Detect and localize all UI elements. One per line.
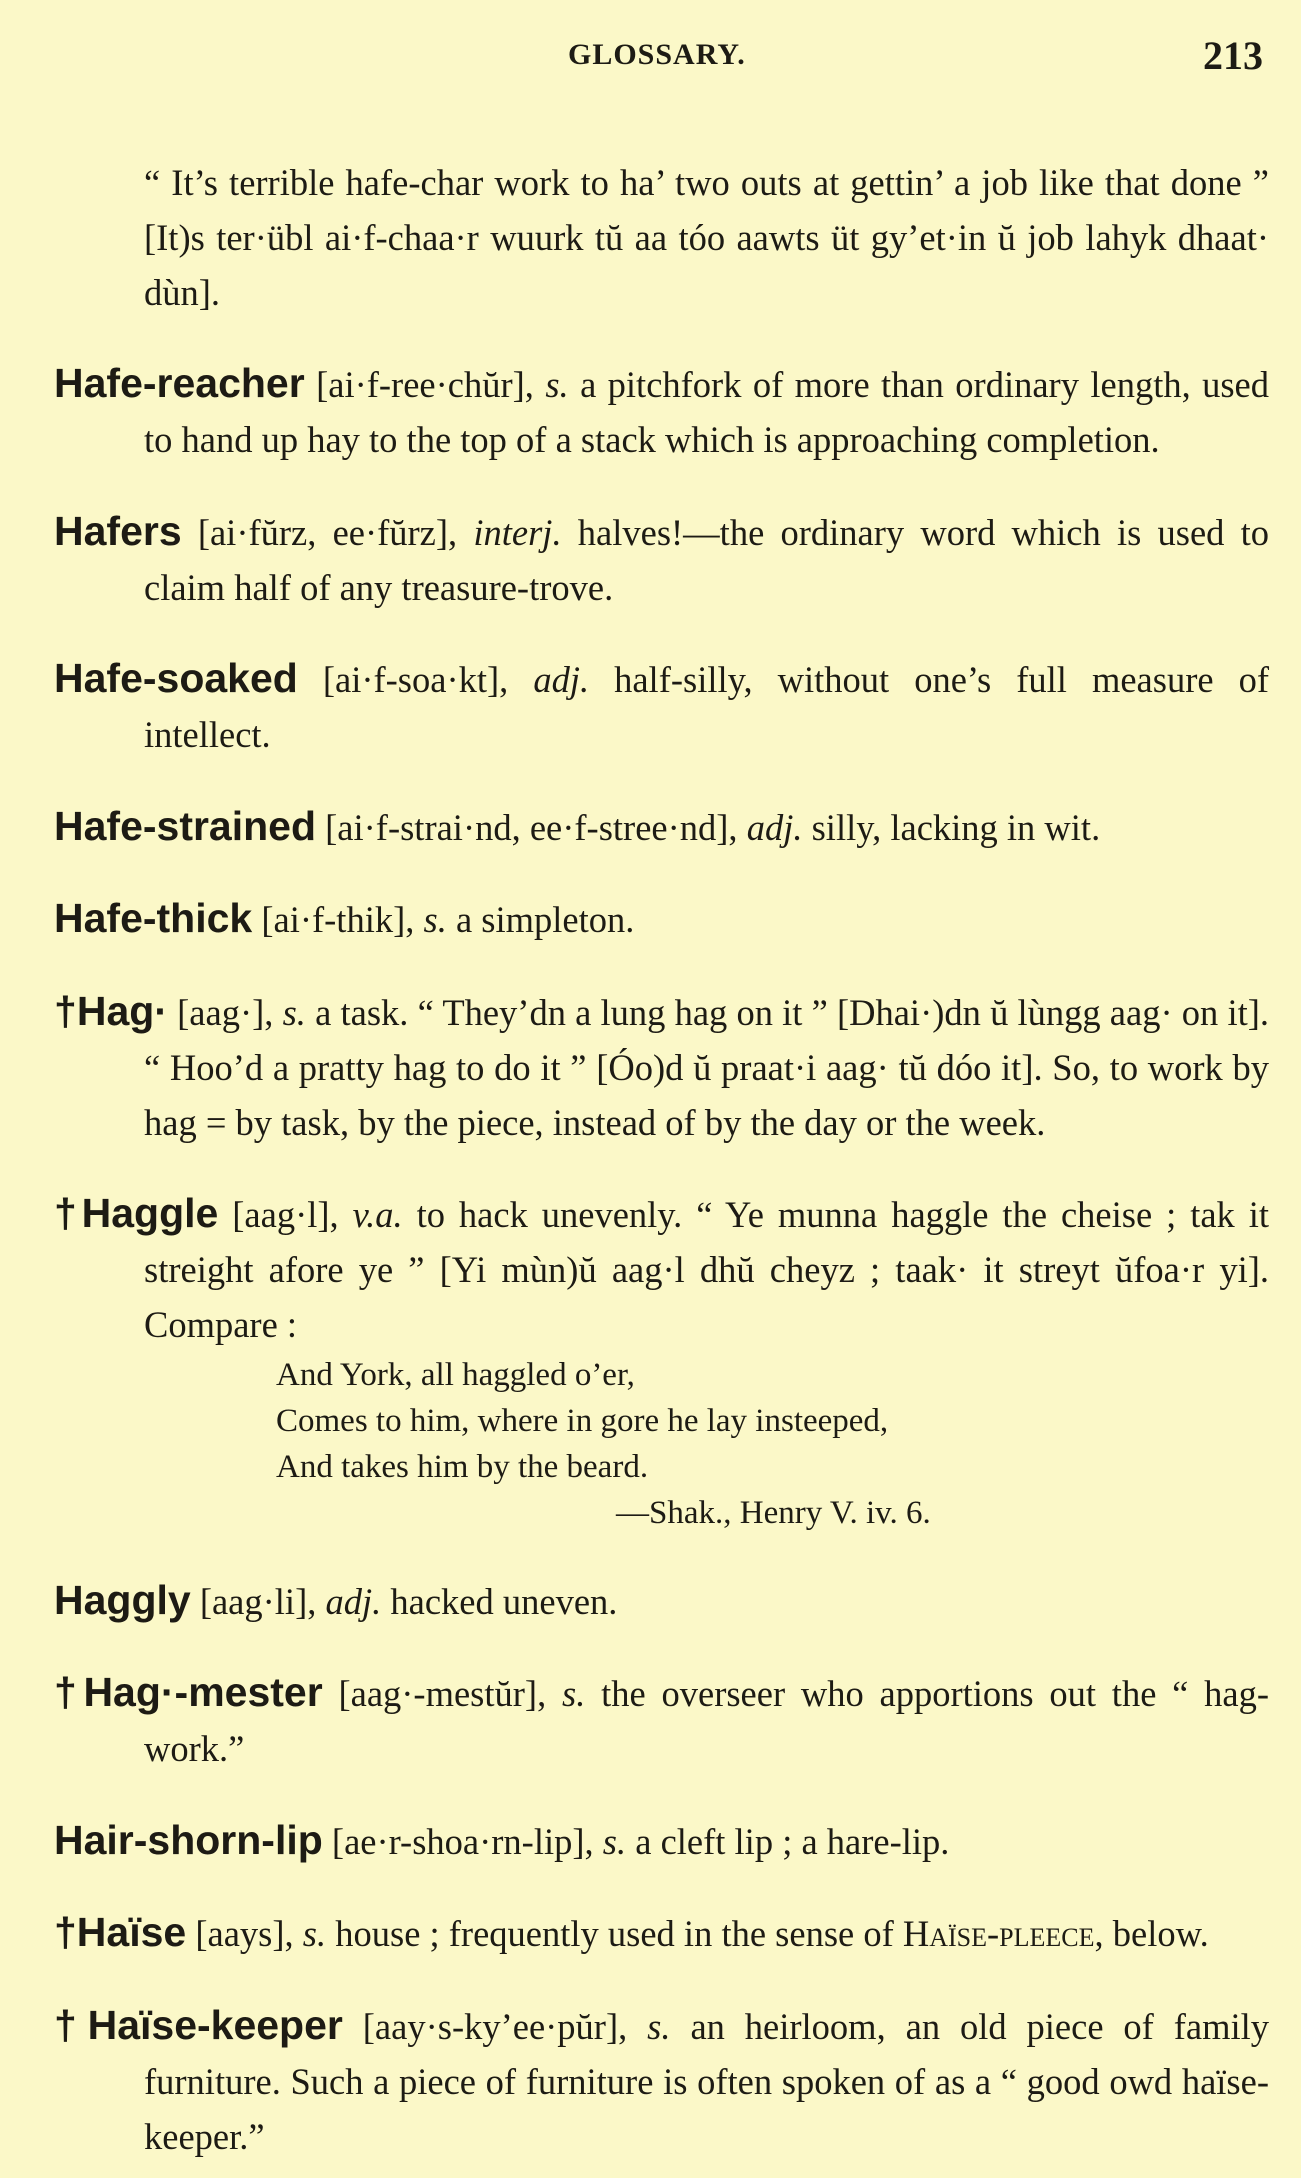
definition: to hack unevenly. “ Ye munna haggle the cheise ; tak it streight afore ye ” [Yi mùn)ŭ aag·l dhŭ cheyz ; taak· it streyt ŭfoa·r yi]. Compare : bbox=[144, 1194, 1270, 1345]
part-of-speech: s. bbox=[282, 991, 306, 1033]
definition: the overseer who apportions out the “ hag-work.” bbox=[144, 1673, 1269, 1769]
entry-hag-mester bbox=[54, 1665, 1269, 1776]
headword: †Haggle bbox=[54, 1190, 219, 1236]
running-head: GLOSSARY. bbox=[568, 38, 746, 71]
entry-hair-shorn-lip bbox=[54, 1813, 1269, 1869]
pronunciation: [aag·], bbox=[177, 991, 274, 1033]
entry-hafe-reacher bbox=[54, 356, 1269, 467]
pronunciation: [ai·f-soa·kt], bbox=[322, 659, 509, 700]
entry-hafe-thick bbox=[54, 891, 1269, 947]
entry-haggly bbox=[54, 1573, 1269, 1629]
entry-haise bbox=[54, 1905, 1269, 1961]
headword: Hafe-soaked bbox=[54, 655, 298, 701]
definition: halves!—the ordinary word which is used to claim half of any treasure-trove. bbox=[144, 511, 1269, 608]
definition: a simpleton. bbox=[455, 899, 635, 940]
pronunciation: [ai·f-strai·nd, ee·f-stree·nd], bbox=[325, 806, 738, 848]
headword: Hair-shorn-lip bbox=[54, 1816, 323, 1863]
cross-reference: Haïse-pleece, bbox=[902, 1913, 1104, 1954]
entry-haise-keeper bbox=[54, 1998, 1269, 2164]
definition: hacked uneven. bbox=[390, 1580, 618, 1622]
quotation-line: And York, all haggled o’er, bbox=[276, 1357, 635, 1393]
pronunciation: [aag·li], bbox=[199, 1580, 317, 1622]
headword: Hafe-strained bbox=[54, 802, 317, 849]
headword: Hafe-reacher bbox=[54, 360, 305, 406]
quotation-block bbox=[276, 1352, 1269, 1536]
definition: silly, lacking in wit. bbox=[811, 806, 1101, 848]
part-of-speech: adj. bbox=[325, 1580, 382, 1622]
definition: half-silly, without one’s full measure of intellect. bbox=[144, 659, 1269, 755]
pronunciation: [aag·l], bbox=[232, 1194, 339, 1235]
headword: Hafe-thick bbox=[54, 895, 253, 941]
entry-text: “ It’s terrible hafe-char work to ha’ two outs at gettin’ a job like that done ” [It)s ter·übl ai·f-chaa·r wuurk tŭ aa tóo aawts üt gy’et·in ŭ job lahyk dhaat· dùn]. bbox=[144, 161, 1269, 313]
pronunciation: [ai·f-ree·chŭr], bbox=[316, 364, 534, 405]
entry-hafers bbox=[54, 504, 1269, 615]
part-of-speech: s. bbox=[647, 2005, 671, 2047]
headword: †Haïse bbox=[54, 1909, 187, 1955]
pronunciation: [ai·f-thik], bbox=[261, 899, 415, 940]
glossary-body bbox=[54, 118, 1269, 2178]
pronunciation: [aag·-mestŭr], bbox=[338, 1673, 547, 1714]
entry-hafe-soaked bbox=[54, 651, 1269, 762]
part-of-speech: adj. bbox=[533, 659, 590, 700]
definition: a cleft lip ; a hare-lip. bbox=[635, 1820, 950, 1862]
entry-hag bbox=[54, 984, 1269, 1150]
quotation-line: Comes to him, where in gore he lay insteeped, bbox=[276, 1403, 889, 1439]
headword: †Hag· bbox=[54, 987, 168, 1034]
headword: †Haïse-keeper bbox=[54, 2001, 343, 2048]
headword: Hafers bbox=[54, 507, 182, 554]
pronunciation: [aays], bbox=[195, 1913, 294, 1954]
definition-tail: below. bbox=[1112, 1913, 1209, 1954]
pronunciation: [ae·r-shoa·rn-lip], bbox=[331, 1820, 594, 1862]
page-header bbox=[0, 30, 1301, 80]
part-of-speech: s. bbox=[602, 1820, 627, 1862]
part-of-speech: s. bbox=[562, 1673, 586, 1714]
entry-hafe-strained bbox=[54, 799, 1269, 855]
part-of-speech: s. bbox=[302, 1913, 327, 1954]
part-of-speech: s. bbox=[545, 364, 569, 405]
part-of-speech: adj. bbox=[746, 806, 803, 848]
headword: Haggly bbox=[54, 1576, 191, 1623]
entry-continuation bbox=[54, 155, 1269, 320]
page-number: 213 bbox=[1203, 33, 1263, 78]
entry-haggle bbox=[54, 1186, 1269, 1352]
definition: a task. “ They’dn a lung hag on it ” [Dhai·)dn ŭ lùngg aag· on it]. “ Hoo’d a pratty hag to do it ” [Óo)d ŭ praat·i aag· tŭ dóo it]. So, to work by hag = by task, by the piece, instead of by the day or the week. bbox=[144, 991, 1270, 1143]
definition: a pitchfork of more than ordinary length, used to hand up hay to the top of a stack which is approaching completion. bbox=[144, 364, 1270, 460]
definition: house ; frequently used in the sense of bbox=[335, 1913, 894, 1954]
quotation-attribution: —Shak., Henry V. iv. 6. bbox=[616, 1495, 931, 1531]
part-of-speech: interj. bbox=[473, 511, 562, 553]
pronunciation: [ai·fŭrz, ee·fŭrz], bbox=[197, 511, 458, 553]
quotation-line: And takes him by the beard. bbox=[276, 1449, 649, 1485]
pronunciation: [aay·s-ky’ee·pŭr], bbox=[362, 2005, 628, 2047]
part-of-speech: s. bbox=[423, 899, 447, 940]
headword: †Hag·-mester bbox=[54, 1669, 323, 1715]
definition: an heirloom, an old piece of family furniture. Such a piece of furniture is often spoken of as a “ good owd haïse-keeper.” bbox=[144, 2005, 1270, 2157]
part-of-speech: v.a. bbox=[352, 1194, 403, 1235]
